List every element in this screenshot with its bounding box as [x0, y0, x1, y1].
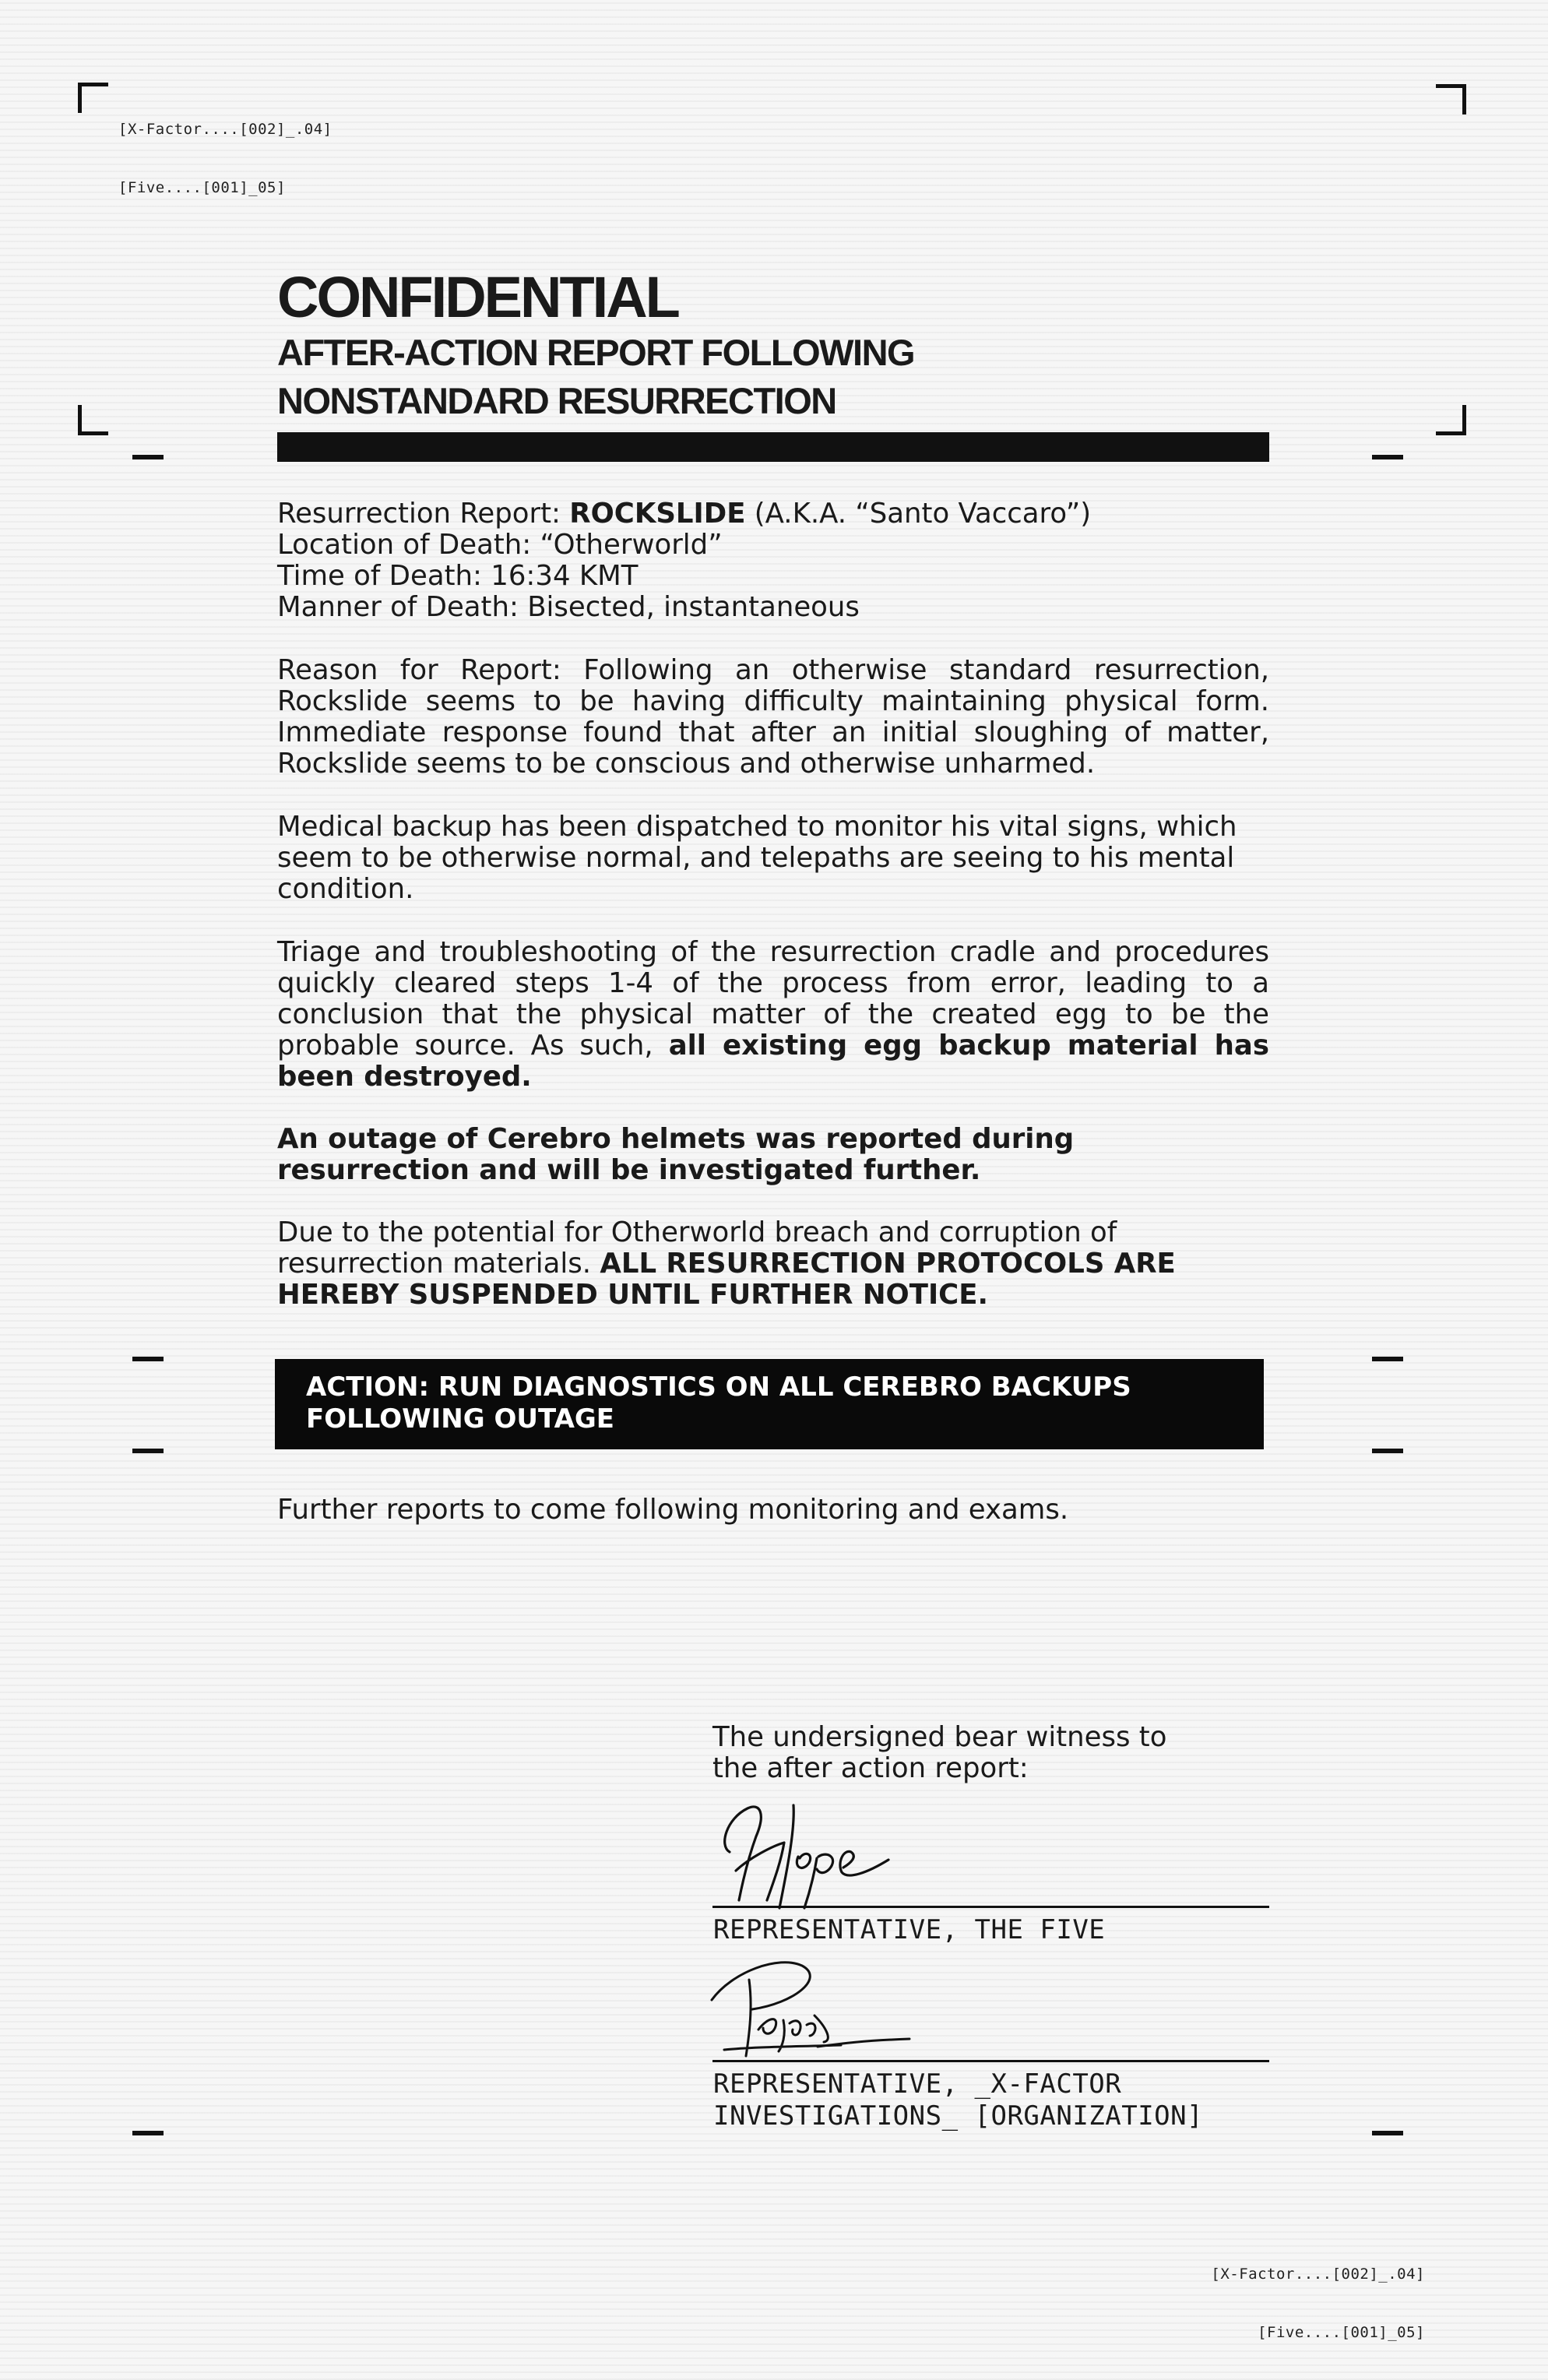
footer-file-code: [1211, 2226, 1425, 2362]
edge-tick: [1372, 1357, 1403, 1361]
representative-label-five: REPRESENTATIVE, THE FIVE: [713, 1914, 1106, 1945]
corner-bracket-top-right: [1436, 84, 1466, 114]
document-subtitle: AFTER-ACTION REPORT FOLLOWING NONSTANDARD RESURRECTION: [277, 332, 915, 421]
outage-text: An outage of Cerebro helmets was reported during resurrection and will be investigated further.: [277, 1123, 1075, 1186]
signature-line: [712, 2060, 1269, 2062]
signature-line: [712, 1906, 1269, 1908]
report-label: Resurrection Report:: [277, 498, 561, 530]
report-subject: ROCKSLIDE: [569, 498, 746, 530]
header-code-line: [Five....[001]_05]: [118, 179, 286, 196]
outage-paragraph: [277, 1124, 1269, 1186]
footer-code-line: [Five....[001]_05]: [1258, 2324, 1425, 2341]
edge-tick: [132, 2131, 164, 2135]
header-file-code: [118, 81, 332, 217]
footer-code-line: [X-Factor....[002]_.04]: [1211, 2266, 1425, 2283]
edge-tick: [132, 1357, 164, 1361]
manner-of-death: Manner of Death: Bisected, instantaneous: [277, 591, 860, 623]
triage-paragraph: [277, 937, 1269, 1093]
corner-bracket-top-left: [78, 83, 108, 113]
corner-bracket-mid-left: [78, 405, 108, 435]
edge-tick: [132, 1449, 164, 1453]
report-fields: [277, 498, 1269, 623]
action-text: ACTION: RUN DIAGNOSTICS ON ALL CEREBRO BACKUPS FOLLOWING OUTAGE: [306, 1371, 1131, 1435]
further-reports-text: Further reports to come following monitoring and exams.: [277, 1494, 1069, 1526]
witness-intro: The undersigned bear witness to the after action report:: [712, 1721, 1167, 1784]
suspension-text: Due to the potential for Otherworld breach and corruption of resurrection materials.: [277, 1216, 1117, 1280]
corner-bracket-mid-right: [1436, 405, 1466, 435]
header-rule: [277, 432, 1269, 462]
header-code-line: [X-Factor....[002]_.04]: [118, 121, 332, 138]
location-of-death: Location of Death: “Otherworld”: [277, 529, 723, 561]
triage-bold-text: all existing egg backup material has been destroyed.: [277, 1030, 1269, 1093]
time-of-death: Time of Death: 16:34 KMT: [277, 560, 639, 592]
report-aka: (A.K.A. “Santo Vaccaro”): [754, 498, 1092, 530]
edge-tick: [1372, 1449, 1403, 1453]
representative-label-x-factor: REPRESENTATIVE, _X-FACTOR INVESTIGATIONS_ [ORGANIZATION]: [713, 2068, 1204, 2132]
reason-paragraph: Reason for Report: Following an otherwise standard resurrection, Rockslide seems to be having difficulty maintaining physical form. Immediate response found that after an initial sloughing of matter, Rockslide seems to be conscious and otherwise unharmed.: [277, 654, 1269, 780]
triage-text: Triage and troubleshooting of the resurrection cradle and procedures quickly cleared steps 1-4 of the process from error, leading to a conclusion that the physical matter of the created egg to be the probable source. As such,: [277, 936, 1269, 1061]
suspension-paragraph: [277, 1217, 1269, 1311]
signature-hope: [712, 1791, 915, 1916]
suspension-bold-text: ALL RESURRECTION PROTOCOLS ARE HEREBY SUSPENDED UNTIL FURTHER NOTICE.: [277, 1248, 1176, 1311]
signature-polaris: [701, 1949, 919, 2065]
edge-tick: [132, 455, 164, 459]
medical-paragraph: Medical backup has been dispatched to monitor his vital signs, which seem to be otherwise normal, and telepaths are seeing to his mental condition.: [277, 811, 1237, 905]
edge-tick: [1372, 2131, 1403, 2135]
document-title: CONFIDENTIAL: [277, 265, 678, 329]
action-box: [275, 1359, 1264, 1449]
report-subject-line: [277, 498, 1269, 530]
edge-tick: [1372, 455, 1403, 459]
